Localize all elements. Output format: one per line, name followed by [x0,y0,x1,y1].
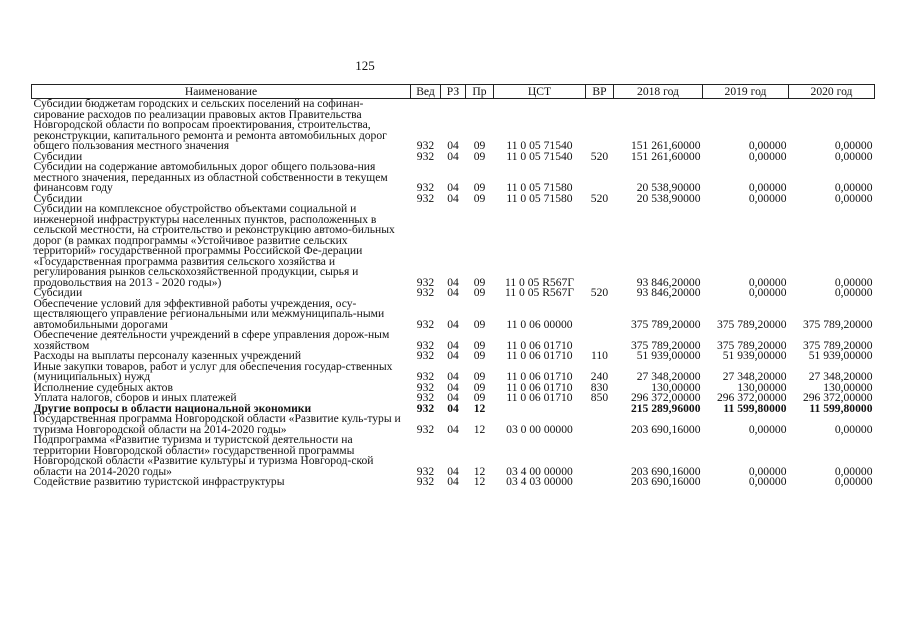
row-name: Государственная программа Новгородской области «Развитие куль-туры и туризма Новгородской области на 2014-2020 годы» [33,412,401,436]
row-cst [494,404,586,415]
row-rz: 04 [447,422,459,436]
row-ved: 932 [416,391,435,404]
row-cst: 11 0 05 71540 [506,149,573,163]
row-pr: 09 [473,149,486,163]
row-vr [586,99,614,152]
row-cst: 11 0 06 01710 [506,338,573,352]
table-row [32,204,875,288]
row-2019: 0,00000 [748,422,787,436]
header-cst: ЦСТ [494,85,586,99]
row-pr: 09 [473,181,486,194]
row-2018: 203 690,16000 [630,422,701,436]
row-rz: 04 [447,286,459,299]
row-cst: 11 0 05 71580 [506,191,573,205]
row-2018: 203 690,16000 [630,475,701,488]
row-rz: 04 [447,401,459,415]
row-2019: 0,00000 [748,181,787,194]
row-2018: 93 846,20000 [636,275,701,289]
row-name: Содействие развитию туристской инфраструктуры [33,475,285,488]
row-rz: 04 [447,275,459,289]
row-rz: 04 [447,139,459,152]
row-cst: 11 0 06 01710 [506,391,573,404]
row-ved: 932 [416,317,435,331]
row-vr [586,204,614,288]
row-2020: 0,00000 [834,149,873,163]
row-name: Исполнение судебных актов [33,380,173,394]
row-name: Иные закупки товаров, работ и услуг для обеспечения государ-ственных (муниципальных) нужд [33,359,393,383]
row-ved: 932 [416,286,435,299]
row-2019: 0,00000 [748,139,787,152]
row-rz: 04 [447,338,459,352]
row-2018: 93 846,20000 [636,286,701,299]
row-vr [586,330,614,351]
row-name: Расходы на выплаты персоналу казенных учреждений [33,349,302,362]
row-vr: 520 [590,191,609,205]
row-2018: 203 690,16000 [630,464,701,478]
row-name: Обеспечение деятельности учреждений в сфере управления дорож-ным хозяйством [33,328,390,352]
row-pr: 09 [473,139,486,152]
row-2020: 0,00000 [834,191,873,205]
row-cst: 11 0 06 01710 [506,370,573,383]
row-2019: 296 372,00000 [716,391,787,404]
row-2018: 296 372,00000 [630,391,701,404]
row-ved: 932 [416,338,435,352]
row-vr [586,435,614,477]
header-vr: ВР [586,85,614,99]
budget-table [31,84,875,488]
row-2019: 0,00000 [748,275,787,289]
row-2018: 215 289,96000 [630,401,701,415]
row-2018: 27 348,20000 [636,370,701,383]
row-rz: 04 [447,464,459,478]
table-row [32,414,875,435]
row-ved: 932 [416,380,435,394]
row-cst: 03 4 03 00000 [506,475,573,488]
row-2020: 0,00000 [834,475,873,488]
row-2019: 11 599,80000 [723,401,787,415]
row-pr: 12 [473,464,486,478]
row-2018: 151 261,60000 [630,149,701,163]
row-pr: 09 [473,370,486,383]
row-2020: 130,00000 [823,380,873,394]
row-ved: 932 [416,139,435,152]
row-2019: 0,00000 [748,286,787,299]
row-2020: 296 372,00000 [802,391,873,404]
header-rz: РЗ [441,85,466,99]
row-cst: 11 0 06 00000 [506,317,573,331]
row-2019: 375 789,20000 [716,317,787,331]
row-name: Уплата налогов, сборов и иных платежей [33,391,237,404]
row-rz: 04 [447,149,459,163]
row-name: Субсидии бюджетам городских и сельских поселений на софинан-сирование расходов по реализации правовых актов Правительства Новгородской области по вопросам проектирования, строительства, реконструкции, капитального ремонта и ремонта автомобильных дорог общего пользования местного значения [33,97,387,152]
row-2018: 151 261,60000 [630,139,701,152]
row-rz: 04 [447,370,459,383]
row-pr: 09 [473,286,486,299]
row-vr [586,414,614,435]
row-2020: 0,00000 [834,181,873,194]
row-ved: 932 [416,422,435,436]
row-vr [586,162,614,194]
row-2020: 375 789,20000 [802,317,873,331]
row-vr: 520 [590,286,609,299]
row-vr: 520 [590,149,609,163]
row-cst: 11 0 06 01710 [506,380,573,394]
row-pr: 09 [473,191,486,205]
row-2020: 11 599,80000 [809,401,873,415]
row-pr: 12 [473,475,486,488]
row-vr: 830 [590,380,609,394]
row-cst: 11 0 05 71580 [506,181,573,194]
row-name: Другие вопросы в области национальной экономики [33,401,312,415]
row-2018: 20 538,90000 [636,191,701,205]
table-row [32,435,875,477]
row-ved: 932 [416,475,435,488]
row-2019: 130,00000 [737,380,787,394]
row-pr: 09 [473,349,486,362]
row-2020: 27 348,20000 [808,370,873,383]
table-row [32,362,875,383]
row-cst: 03 4 00 00000 [506,464,573,478]
row-rz: 04 [447,391,459,404]
header-2020: 2020 год [789,85,875,99]
row-2019: 0,00000 [748,464,787,478]
row-2018: 375 789,20000 [630,317,701,331]
row-cst: 11 0 05 R567Г [504,286,575,299]
row-vr [586,299,614,331]
row-pr: 12 [473,422,486,436]
row-2019: 0,00000 [748,475,787,488]
row-name: Подпрограмма «Развитие туризма и туристской деятельности на территории Новгородской области» государственной программы Новгородской области «Развитие культуры и туризма Новгород-ской области на 2014-2020 годы» [33,433,374,478]
row-vr [586,404,614,415]
row-2018: 375 789,20000 [630,338,701,352]
row-name: Обеспечение условий для эффективной работы учреждения, осу-ществляющего управление региональными или межмуниципаль-ными автомобильными дорогами [33,296,385,331]
page-number: 125 [355,58,375,73]
row-pr: 09 [473,391,486,404]
row-2020: 51 939,00000 [808,349,873,362]
table-row [32,477,875,488]
row-ved: 932 [416,464,435,478]
row-vr: 110 [591,349,608,362]
row-ved: 932 [416,149,435,163]
header-name: Наименование [32,85,411,99]
row-ved: 932 [416,191,435,205]
row-rz: 04 [447,475,459,488]
row-rz: 04 [447,191,459,205]
row-2019: 27 348,20000 [722,370,787,383]
row-pr: 09 [473,338,486,352]
row-2018: 20 538,90000 [636,181,701,194]
row-pr: 09 [473,380,486,394]
row-cst: 11 0 06 01710 [506,349,573,362]
row-pr: 09 [473,275,486,289]
row-ved: 932 [416,349,435,362]
header-2018: 2018 год [614,85,703,99]
row-2019: 375 789,20000 [716,338,787,352]
row-name: Субсидии на содержание автомобильных дорог общего пользова-ния местного значения, переданных из областной собственности в текущем финансовм году [33,160,388,194]
row-vr [586,477,614,488]
table-body [32,99,875,488]
row-name: Субсидии [33,149,83,163]
header-pr: Пр [466,85,494,99]
row-2019: 0,00000 [748,149,787,163]
row-cst: 11 0 05 R567Г [504,275,575,289]
row-rz: 04 [447,181,459,194]
row-2020: 0,00000 [834,286,873,299]
row-ved: 932 [416,275,435,289]
row-2019: 51 939,00000 [722,349,787,362]
row-name: Субсидии на комплексное обустройство объектами социальной и инженерной инфраструктуры населенных пунктов, расположенных в сельской местности, на строительство и реконструкцию автомо-бильных дорог (в рамках подпрограммы «Устойчивое развитие сельских территорий» государственной программы Российской Фе-дерации «Государственная программа развития сельского хозяйства и регулирования рынков сельскохозяйственной продукции, сырья и продовольствия на 2013 - 2020 годы») [33,202,395,289]
row-2020: 375 789,20000 [802,338,873,352]
row-ved: 932 [416,370,435,383]
row-rz: 04 [447,349,459,362]
row-vr: 850 [590,391,609,404]
table-row [32,330,875,351]
row-ved: 932 [416,181,435,194]
row-ved: 932 [416,401,435,415]
row-2020: 0,00000 [834,275,873,289]
row-rz: 04 [447,317,459,331]
row-pr: 12 [473,401,486,415]
row-cst: 03 0 00 00000 [506,422,573,436]
row-rz: 04 [447,380,459,394]
row-vr: 240 [590,370,609,383]
header-2019: 2019 год [703,85,789,99]
row-cst: 11 0 05 71540 [506,139,573,152]
row-2020: 0,00000 [834,139,873,152]
row-2020: 0,00000 [834,422,873,436]
row-2018: 51 939,00000 [636,349,701,362]
row-pr: 09 [473,317,486,331]
header-ved: Вед [411,85,441,99]
row-2018: 130,00000 [651,380,701,394]
row-2020: 0,00000 [834,464,873,478]
table-row [32,99,875,152]
row-name: Субсидии [33,191,83,205]
table-row [32,299,875,331]
row-name: Субсидии [33,286,83,299]
row-2019: 0,00000 [748,191,787,205]
table-row [32,162,875,194]
